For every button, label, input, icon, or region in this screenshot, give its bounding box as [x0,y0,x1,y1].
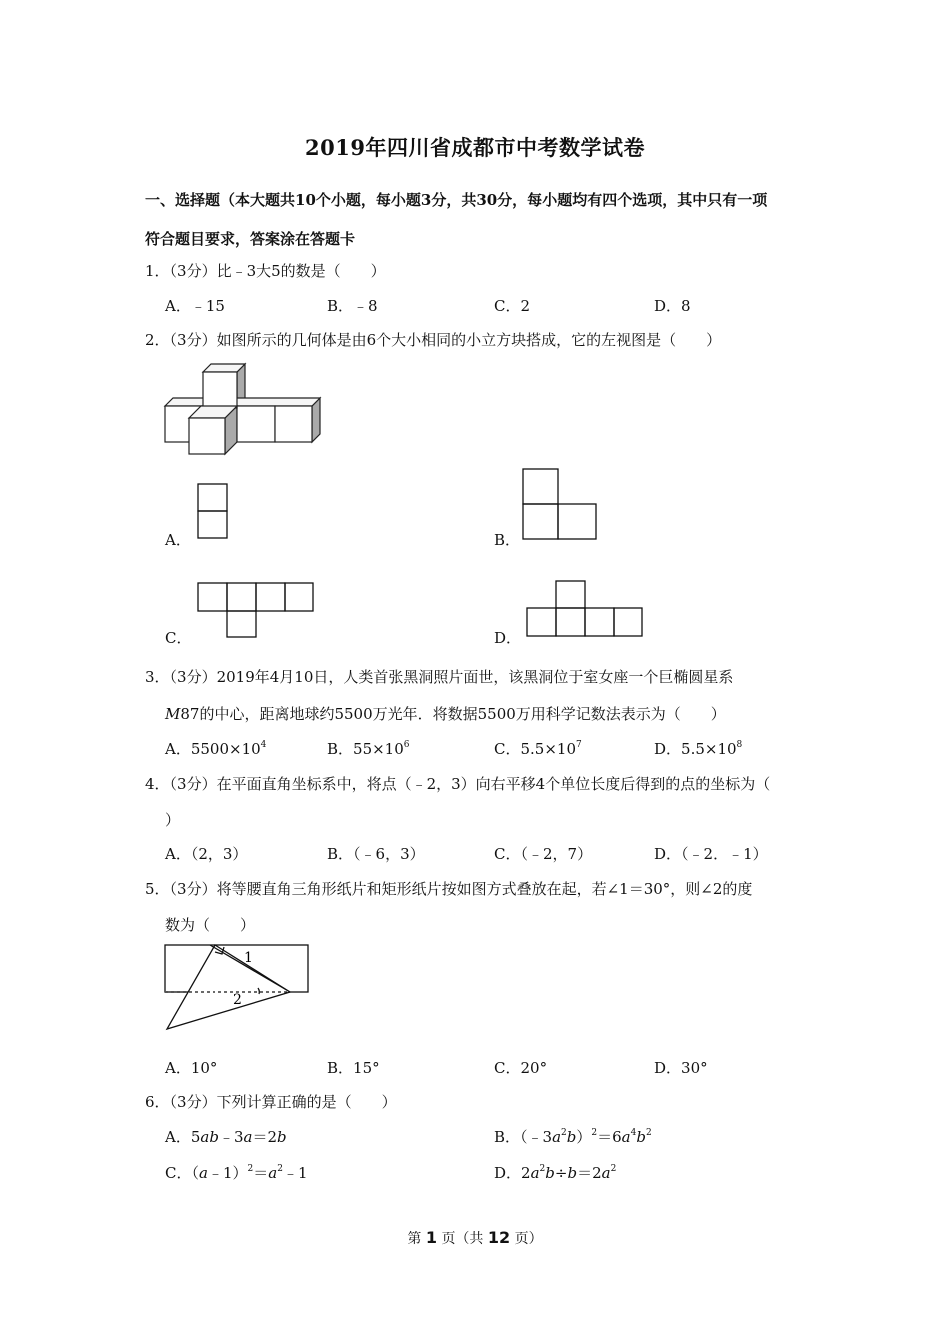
q2-option-b-figure [522,468,598,541]
question-2-stem: 2．（3分）如图所示的几何体是由6个大小相同的小立方块搭成，它的左视图是（ ） [145,331,722,349]
q5-option-c: C．20° [494,1059,548,1077]
q5-option-a: A．10° [165,1059,218,1077]
q2-option-a: A． [165,531,191,549]
section-heading-line1: 一、选择题（本大题共10个小题，每小题3分，共30分，每小题均有四个选项，其中只有一项 [145,191,768,209]
q6-option-d: D．$2a^2b\div b=2a^2$ [494,1164,617,1182]
question-5-stem-line2: 数为（ ） [165,916,256,934]
question-4-stem-line2: ） [165,811,181,829]
q5-option-d: D．30° [654,1059,708,1077]
q2-option-d: D． [494,629,522,647]
q3-option-d: D．$5.5\times 10^8$ [654,740,743,758]
q6-option-c: C．$(a﹣1)^2=a^2﹣1$ [165,1164,308,1182]
q2-option-d-figure [526,580,644,638]
q2-option-c-figure [197,582,315,639]
q5-triangle-rectangle-figure [160,940,312,1035]
question-3-stem-line2: M87的中心，距离地球约5500万光年．将数据5500万用科学记数法表示为（ ） [165,705,726,723]
q5-angle-1-label: 1 [244,950,253,966]
q3-option-a: A．$5500\times 10^4$ [165,740,267,758]
q2-option-c: C． [165,629,192,647]
q3-option-b: B．$55\times 10^6$ [327,740,410,758]
q6-option-a: A．5ab﹣3a＝2b [165,1128,287,1146]
q5-angle-2-label: 2 [233,992,242,1008]
page-footer: 第 1 页（共 12 页） [407,1228,543,1247]
q4-option-b: B．（﹣6，3） [327,845,425,863]
q6-option-b: B．$(﹣3a^2b)^2=6a^4b^2$ [494,1128,652,1146]
q2-option-a-figure [197,483,229,540]
q1-option-b: B．﹣8 [327,297,378,315]
q4-option-c: C．（﹣2，7） [494,845,593,863]
q2-option-b: B． [494,531,521,549]
q4-option-a: A．（2，3） [165,845,248,863]
q3-option-c: C．$5.5\times 10^7$ [494,740,582,758]
q1-option-a: A．﹣15 [165,297,225,315]
q1-option-d: D．8 [654,297,691,315]
question-1-stem: 1．（3分）比﹣3大5的数是（ ） [145,262,386,280]
page-title: 2019年四川省成都市中考数学试卷 [305,135,645,160]
q2-cube-figure [160,358,325,456]
question-6-stem: 6．（3分）下列计算正确的是（ ） [145,1093,397,1111]
q1-option-c: C．2 [494,297,531,315]
question-4-stem-line1: 4．（3分）在平面直角坐标系中，将点（﹣2，3）向右平移4个单位长度后得到的点的坐标为（ [145,775,771,793]
q5-option-b: B．15° [327,1059,380,1077]
question-5-stem-line1: 5．（3分）将等腰直角三角形纸片和矩形纸片按如图方式叠放在起，若∠1＝30°，则∠2的度 [145,880,753,898]
section-heading-line2: 符合题目要求，答案涂在答题卡 [145,230,356,248]
q4-option-d: D．（﹣2．﹣1） [654,845,768,863]
question-3-stem-line1: 3．（3分）2019年4月10日，人类首张黑洞照片面世，该黑洞位于室女座一个巨椭圆星系 [145,668,734,686]
